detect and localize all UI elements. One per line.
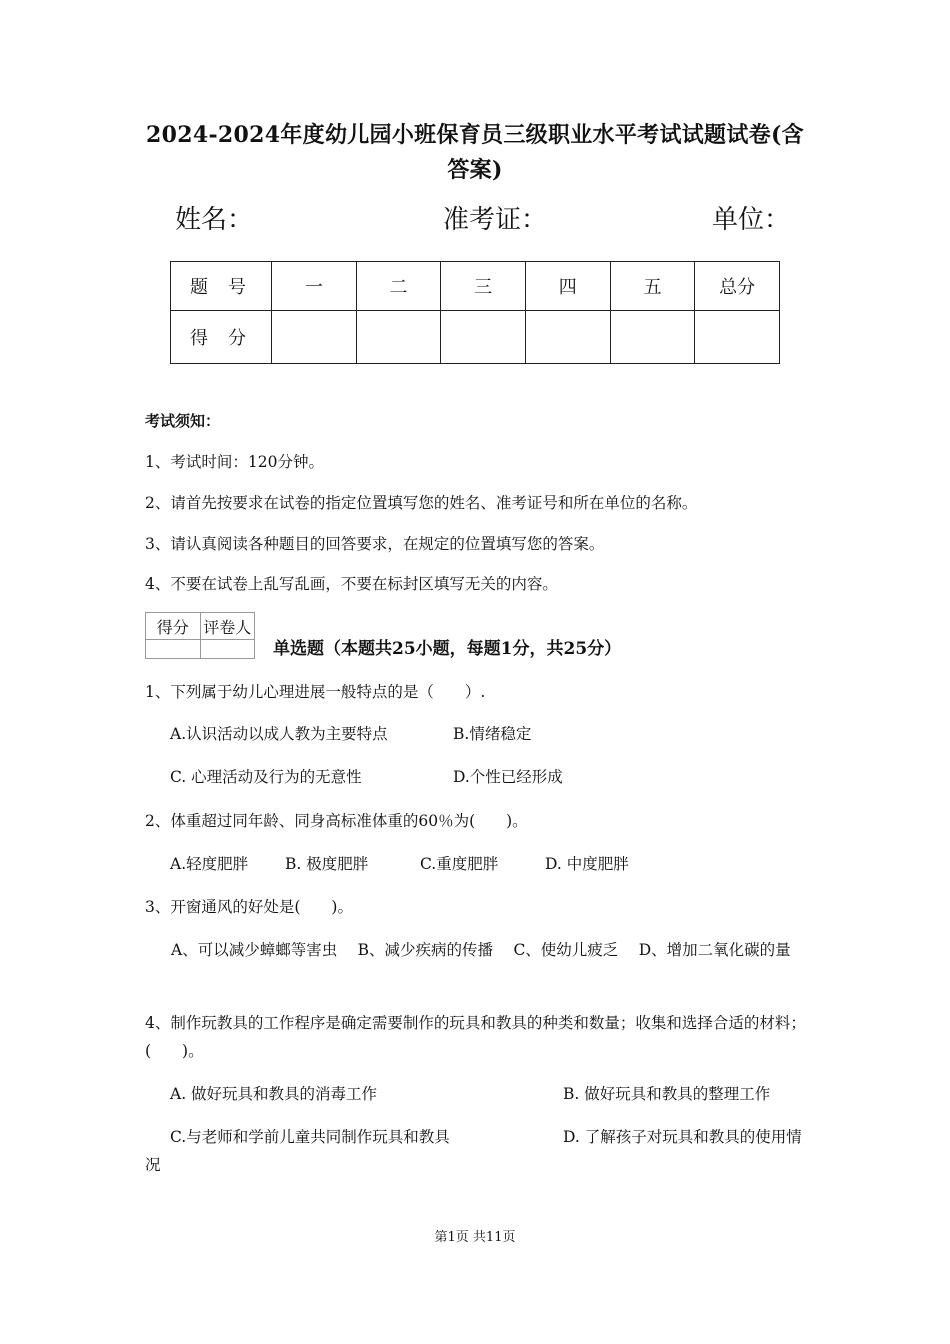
grader-reviewer-label: 评卷人 (200, 613, 255, 640)
section-title: 单选题（本题共25小题，每题1分，共25分） (273, 639, 622, 659)
score-cell-4[interactable] (525, 311, 610, 364)
question-option[interactable]: B. 做好玩具和教具的整理工作 (563, 1085, 771, 1103)
question-option[interactable]: B.情绪稳定 (453, 725, 532, 743)
question-option[interactable]: C.重度肥胖 (420, 855, 499, 873)
question-stem: 1、下列属于幼儿心理进展一般特点的是（ ）. (145, 683, 486, 701)
grader-reviewer-cell[interactable] (200, 640, 255, 659)
score-table-col-3: 三 (441, 262, 526, 311)
notice-item: 1、考试时间：120分钟。 (145, 453, 324, 471)
score-cell-1[interactable] (272, 311, 357, 364)
score-table-col-total: 总分 (695, 262, 780, 311)
score-table-question-no-label: 题号 (171, 262, 272, 311)
score-table (170, 261, 780, 364)
unit-label: 单位： (712, 205, 791, 235)
question-option[interactable]: C. 心理活动及行为的无意性 (170, 768, 362, 786)
exam-title: 2024-2024年度幼儿园小班保育员三级职业水平考试试题试卷(含答案) (146, 122, 804, 183)
score-table-col-5: 五 (610, 262, 695, 311)
score-cell-5[interactable] (610, 311, 695, 364)
score-cell-total[interactable] (695, 311, 780, 364)
question-option[interactable]: A.轻度肥胖 (170, 855, 249, 873)
question-stem: 2、体重超过同年龄、同身高标准体重的60％为( )。 (145, 812, 528, 830)
question-options-text: A、可以减少蟑螂等害虫 B、减少疾病的传播 C、使幼儿疲乏 D、增加二氧化碳的量 (171, 941, 791, 959)
score-table-col-2: 二 (356, 262, 441, 311)
notice-item: 3、请认真阅读各种题目的回答要求，在规定的位置填写您的答案。 (145, 535, 605, 553)
question-option[interactable]: A. 做好玩具和教具的消毒工作 (170, 1085, 378, 1103)
question-option[interactable]: D. 了解孩子对玩具和教具的使用情况 (145, 1128, 802, 1174)
grader-score-label: 得分 (146, 613, 201, 640)
question-option[interactable]: D.个性已经形成 (453, 768, 563, 786)
question-stem: 4、制作玩教具的工作程序是确定需要制作的玩具和教具的种类和数量；收集和选择合适的材料；( )。 (145, 1014, 806, 1060)
notice-title: 考试须知： (145, 412, 221, 430)
page-footer: 第1页 共11页 (434, 1230, 516, 1245)
score-cell-2[interactable] (356, 311, 441, 364)
notice-item: 2、请首先按要求在试卷的指定位置填写您的姓名、准考证号和所在单位的名称。 (145, 494, 698, 512)
score-table-col-4: 四 (525, 262, 610, 311)
score-table-col-1: 一 (272, 262, 357, 311)
name-label: 姓名： (175, 205, 254, 235)
question-option[interactable]: C.与老师和学前儿童共同制作玩具和教具 (170, 1128, 450, 1146)
score-cell-3[interactable] (441, 311, 526, 364)
notice-item: 4、不要在试卷上乱写乱画，不要在标封区填写无关的内容。 (145, 575, 558, 593)
exam-id-label: 准考证： (443, 205, 548, 235)
grader-score-cell[interactable] (146, 640, 201, 659)
question-option[interactable]: B. 极度肥胖 (285, 855, 369, 873)
grader-table (145, 612, 255, 659)
question-option[interactable]: D. 中度肥胖 (545, 855, 629, 873)
question-stem: 3、开窗通风的好处是( )。 (145, 898, 353, 916)
score-table-header-row (171, 262, 780, 311)
score-table-score-label: 得分 (171, 311, 272, 364)
score-table-score-row (171, 311, 780, 364)
question-option[interactable]: A.认识活动以成人教为主要特点 (170, 725, 388, 743)
